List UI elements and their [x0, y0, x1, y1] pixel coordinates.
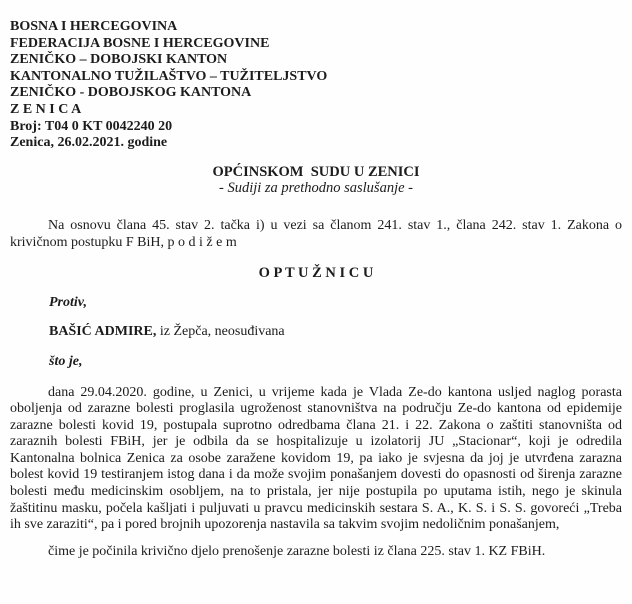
charge-intro: što je,: [49, 353, 83, 369]
defendant-name: BAŠIĆ ADMIRE,: [49, 324, 157, 340]
prosecutor-office-header: [10, 19, 622, 152]
addressee-block: [10, 164, 622, 197]
header-line-date: Zenica, 26.02.2021. godine: [10, 135, 168, 151]
header-line-case-number: Broj: T04 0 KT 0042240 20: [10, 118, 173, 134]
facts-paragraph: dana 29.04.2020. godine, u Zenici, u vrijeme kada je Vlada Ze-do kantona usljed naglog porasta oboljenja od zarazne bolesti proglasila ugroženost stanovništva na području Ze-do kantona od epidemije zarazne bolesti kovid 19, postupala suprotno odredbama člana 21. i 22. Zakona o zaštiti stanovništa od zaraznih bolesti FBiH, jer je odbila da se hospitalizuje u izolatorij JU „Stacionar“, koji je odredila Kantonalna bolnica Zenica za osobe zaražene kovidom 19, pa iako je svjesna da joj je utvrđena zarazna bolest kovid 19 testiranjem istog dana i da može svojim ponašanjem dovesti do opasnosti od širenja zarazne bolesti među medicinskim osobljem, na to pristala, jer nije postupila po uputama istih, nego je skinula žaštitinu masku, počela kašljati i puljuvati u pravcu medicinskih sestara S. A., K. S. i S. S. govoreći „Treba ih sve zaraziti“, pa i pored brojnih upozorenja nastavila sa takvim svojim nedoličnim ponašanjem,: [10, 384, 622, 533]
legal-basis-paragraph: Na osnovu člana 45. stav 2. tačka i) u vezi sa članom 241. stav 1., člana 242. stav 1. Zakona o krivičnom postupku F BiH, p o d i ž e m: [10, 217, 622, 250]
header-line-prosecutor-office: KANTONALNO TUŽILAŠTVO – TUŽITELJSTVO: [10, 68, 328, 84]
header-line-federation: FEDERACIJA BOSNE I HERCEGOVINE: [10, 35, 270, 51]
defendant-line: [49, 324, 622, 341]
addressee-judge-subtitle: - Sudiji za prethodno saslušanje -: [218, 180, 413, 197]
indictment-title: O P T U Ž N I C U: [258, 265, 374, 282]
header-line-canton-of: ZENIČKO - DOBOJSKOG KANTONA: [10, 85, 252, 101]
header-line-country: BOSNA I HERCEGOVINA: [10, 19, 178, 34]
header-line-canton: ZENIČKO – DOBOJSKI KANTON: [10, 52, 228, 68]
conclusion-paragraph: čime je počinila krivično djelo prenošenje zarazne bolesti iz člana 225. stav 1. KZ FBiH.: [48, 543, 546, 559]
defendant-details: iz Žepča, neosuđivana: [156, 324, 285, 340]
against-label: Protiv,: [49, 294, 87, 310]
addressee-court-title: OPĆINSKOM SUDU U ZENICI: [212, 163, 420, 180]
header-line-city: Z E N I C A: [10, 101, 82, 117]
